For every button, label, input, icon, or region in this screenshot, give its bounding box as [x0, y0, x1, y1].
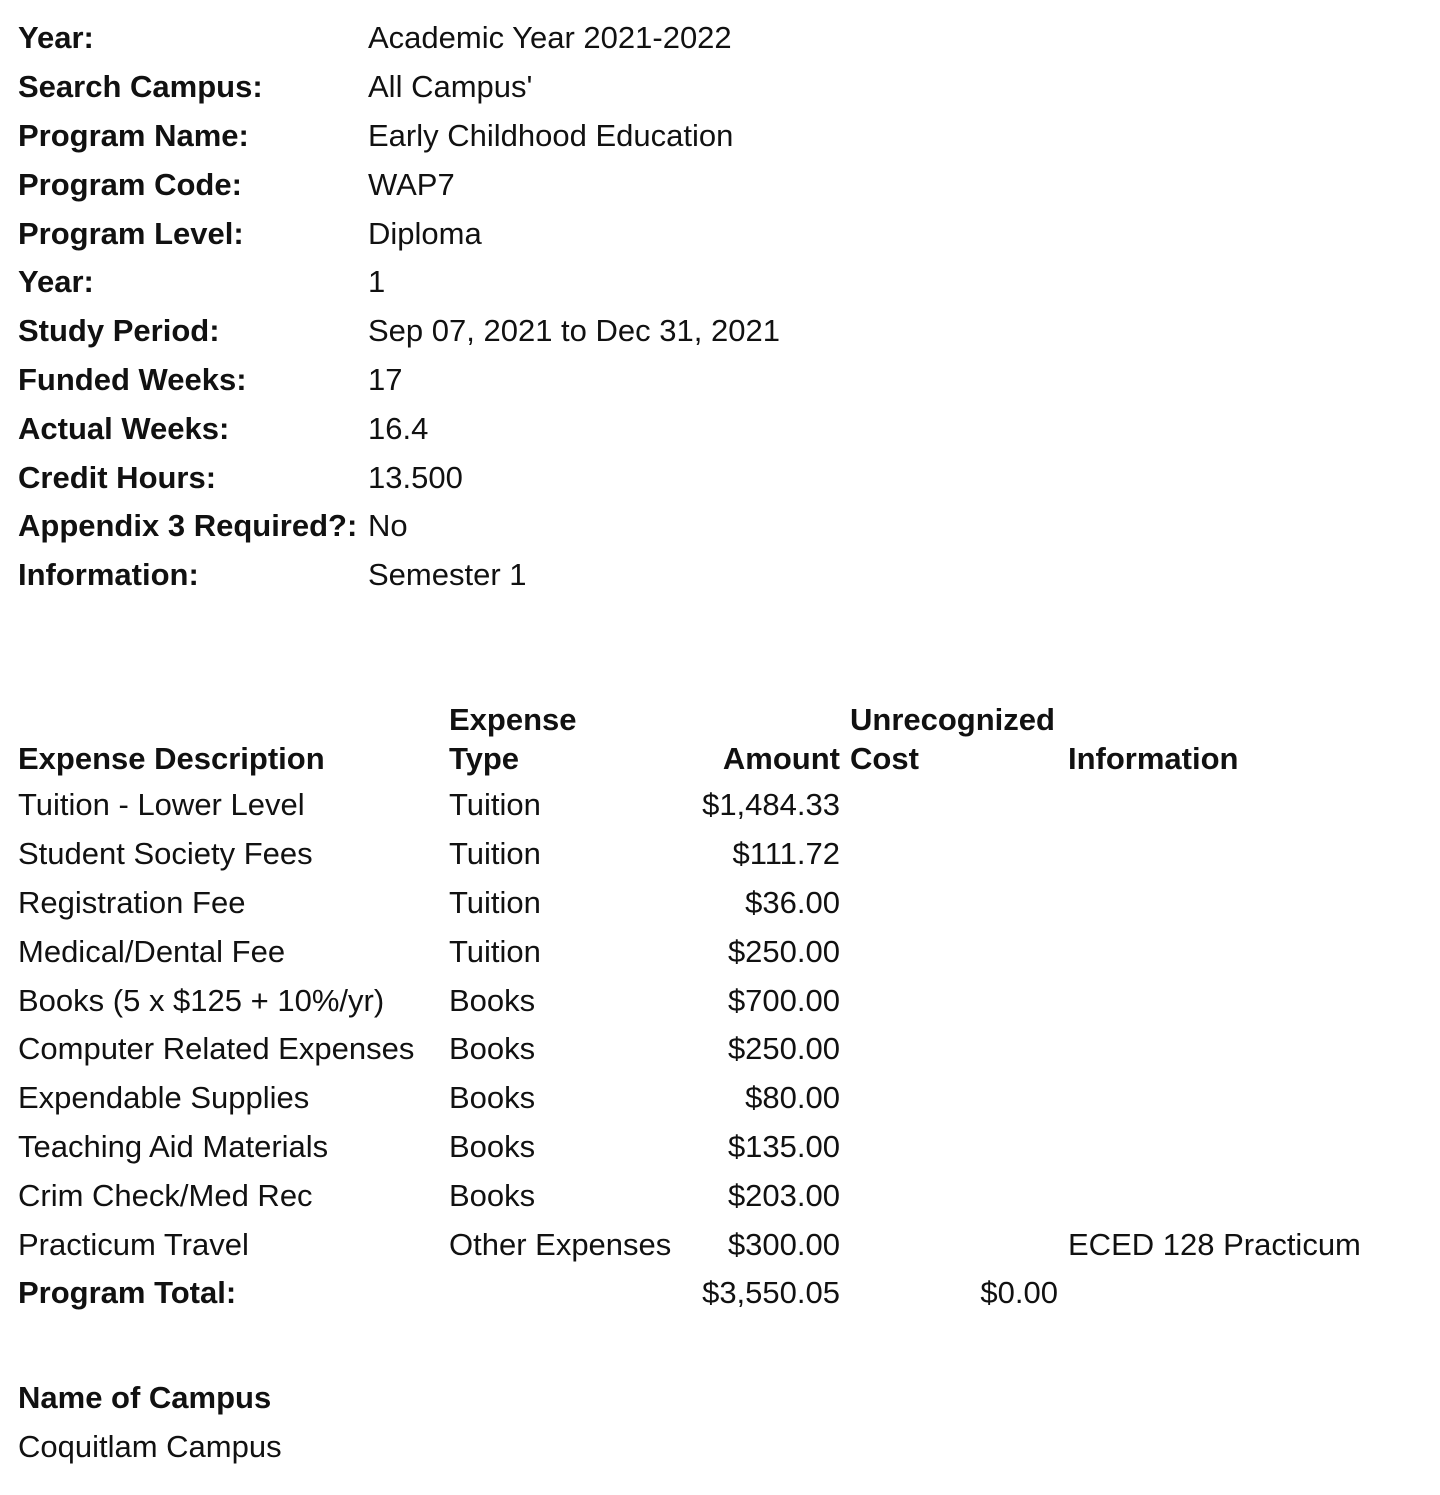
expense-information: ECED 128 Practicum [1068, 1226, 1361, 1262]
program-total-amount: $3,550.05 [702, 1275, 840, 1311]
expense-unrecognized-cost [850, 976, 1068, 1025]
expense-amount: $203.00 [727, 1177, 840, 1213]
table-row [18, 1220, 1398, 1269]
info-row [18, 453, 780, 502]
expense-description: Student Society Fees [18, 836, 313, 872]
table-row [18, 830, 1398, 879]
expense-table-footer [18, 1269, 1398, 1318]
info-label: Appendix 3 Required?: [18, 508, 358, 544]
header-expense-type: Expense Type [449, 702, 577, 776]
expense-unrecognized-cost [850, 1220, 1068, 1269]
expense-amount: $36.00 [745, 884, 840, 920]
program-total-row [18, 1269, 1398, 1318]
expense-information [1068, 830, 1398, 879]
expense-description: Medical/Dental Fee [18, 933, 286, 969]
expense-description: Expendable Supplies [18, 1080, 310, 1116]
info-row [18, 307, 780, 356]
program-info-table [18, 14, 780, 600]
info-label: Credit Hours: [18, 459, 217, 495]
expense-information [1068, 976, 1398, 1025]
expense-information [1068, 1171, 1398, 1220]
expense-unrecognized-cost [850, 1074, 1068, 1123]
expense-unrecognized-cost [850, 781, 1068, 830]
table-row [18, 1074, 1398, 1123]
expense-amount: $1,484.33 [702, 787, 840, 823]
info-value: Diploma [368, 215, 482, 251]
table-row [18, 879, 1398, 928]
expense-information [1068, 927, 1398, 976]
table-row [18, 1123, 1398, 1172]
expense-amount: $111.72 [732, 836, 840, 872]
header-information: Information [1068, 741, 1239, 776]
program-total-label: Program Total: [18, 1275, 237, 1311]
expense-unrecognized-cost [850, 1123, 1068, 1172]
table-row [18, 781, 1398, 830]
expense-information [1068, 1123, 1398, 1172]
expense-table-body [18, 781, 1398, 1269]
expense-amount: $250.00 [727, 933, 840, 969]
expense-description: Computer Related Expenses [18, 1031, 415, 1067]
info-label: Year: [18, 20, 94, 56]
expense-unrecognized-cost [850, 830, 1068, 879]
expense-type: Books [449, 1177, 536, 1213]
info-value: 17 [368, 361, 403, 397]
expense-unrecognized-cost [850, 879, 1068, 928]
expense-type: Books [449, 1128, 536, 1164]
expense-amount: $700.00 [727, 982, 840, 1018]
expense-description: Practicum Travel [18, 1226, 249, 1262]
table-row [18, 1025, 1398, 1074]
expense-description: Registration Fee [18, 884, 246, 920]
info-value: 1 [368, 264, 386, 300]
expense-information [1068, 1025, 1398, 1074]
info-label: Study Period: [18, 313, 220, 349]
info-row [18, 404, 780, 453]
expense-information [1068, 879, 1398, 928]
info-row [18, 209, 780, 258]
info-label: Program Name: [18, 117, 249, 153]
info-label: Year: [18, 264, 94, 300]
info-value: Academic Year 2021-2022 [368, 20, 732, 56]
info-value: All Campus' [368, 69, 533, 105]
expense-unrecognized-cost [850, 1171, 1068, 1220]
info-row [18, 258, 780, 307]
expense-amount: $250.00 [727, 1031, 840, 1067]
expense-information [1068, 781, 1398, 830]
program-total-information [1068, 1269, 1398, 1318]
info-label: Search Campus: [18, 69, 263, 105]
expense-table-header [18, 700, 1398, 781]
program-total-type [449, 1269, 692, 1318]
table-row [18, 927, 1398, 976]
expense-type: Books [449, 1031, 536, 1067]
expense-description: Teaching Aid Materials [18, 1128, 329, 1164]
header-expense-description: Expense Description [18, 741, 325, 776]
program-info-body [18, 14, 780, 600]
expense-amount: $80.00 [745, 1080, 840, 1116]
expense-amount: $300.00 [727, 1226, 840, 1262]
campus-heading: Name of Campus [18, 1380, 272, 1415]
info-value: 13.500 [368, 459, 463, 495]
expense-type: Tuition [449, 787, 541, 823]
header-unrecognized-cost: Unrecognized Cost [850, 702, 1055, 776]
info-value: 16.4 [368, 410, 429, 446]
info-row [18, 112, 780, 161]
expense-unrecognized-cost [850, 927, 1068, 976]
expense-header-row [18, 700, 1398, 781]
expense-amount: $135.00 [727, 1128, 840, 1164]
campus-name: Coquitlam Campus [18, 1428, 282, 1464]
info-label: Program Code: [18, 166, 242, 202]
expense-type: Books [449, 982, 536, 1018]
info-row [18, 356, 780, 405]
info-value: Early Childhood Education [368, 117, 734, 153]
info-value: Semester 1 [368, 557, 527, 593]
info-label: Funded Weeks: [18, 361, 247, 397]
info-value: Sep 07, 2021 to Dec 31, 2021 [368, 313, 780, 349]
info-value: WAP7 [368, 166, 455, 202]
info-label: Actual Weeks: [18, 410, 230, 446]
campus-section [18, 1374, 282, 1472]
expense-unrecognized-cost [850, 1025, 1068, 1074]
info-label: Information: [18, 557, 199, 593]
expense-type: Books [449, 1080, 536, 1116]
info-label: Program Level: [18, 215, 244, 251]
expense-type: Tuition [449, 933, 541, 969]
expense-type: Other Expenses [449, 1226, 672, 1262]
info-row [18, 551, 780, 600]
expense-description: Crim Check/Med Rec [18, 1177, 313, 1213]
expense-information [1068, 1074, 1398, 1123]
table-row [18, 976, 1398, 1025]
expense-table [18, 700, 1398, 1318]
expense-type: Tuition [449, 836, 541, 872]
expense-type: Tuition [449, 884, 541, 920]
expense-description: Books (5 x $125 + 10%/yr) [18, 982, 385, 1018]
table-row [18, 1171, 1398, 1220]
info-value: No [368, 508, 408, 544]
info-row [18, 160, 780, 209]
info-row [18, 14, 780, 63]
program-total-unrecognized: $0.00 [980, 1275, 1058, 1311]
info-row [18, 63, 780, 112]
expense-description: Tuition - Lower Level [18, 787, 305, 823]
info-row [18, 502, 780, 551]
header-amount: Amount [722, 741, 840, 776]
